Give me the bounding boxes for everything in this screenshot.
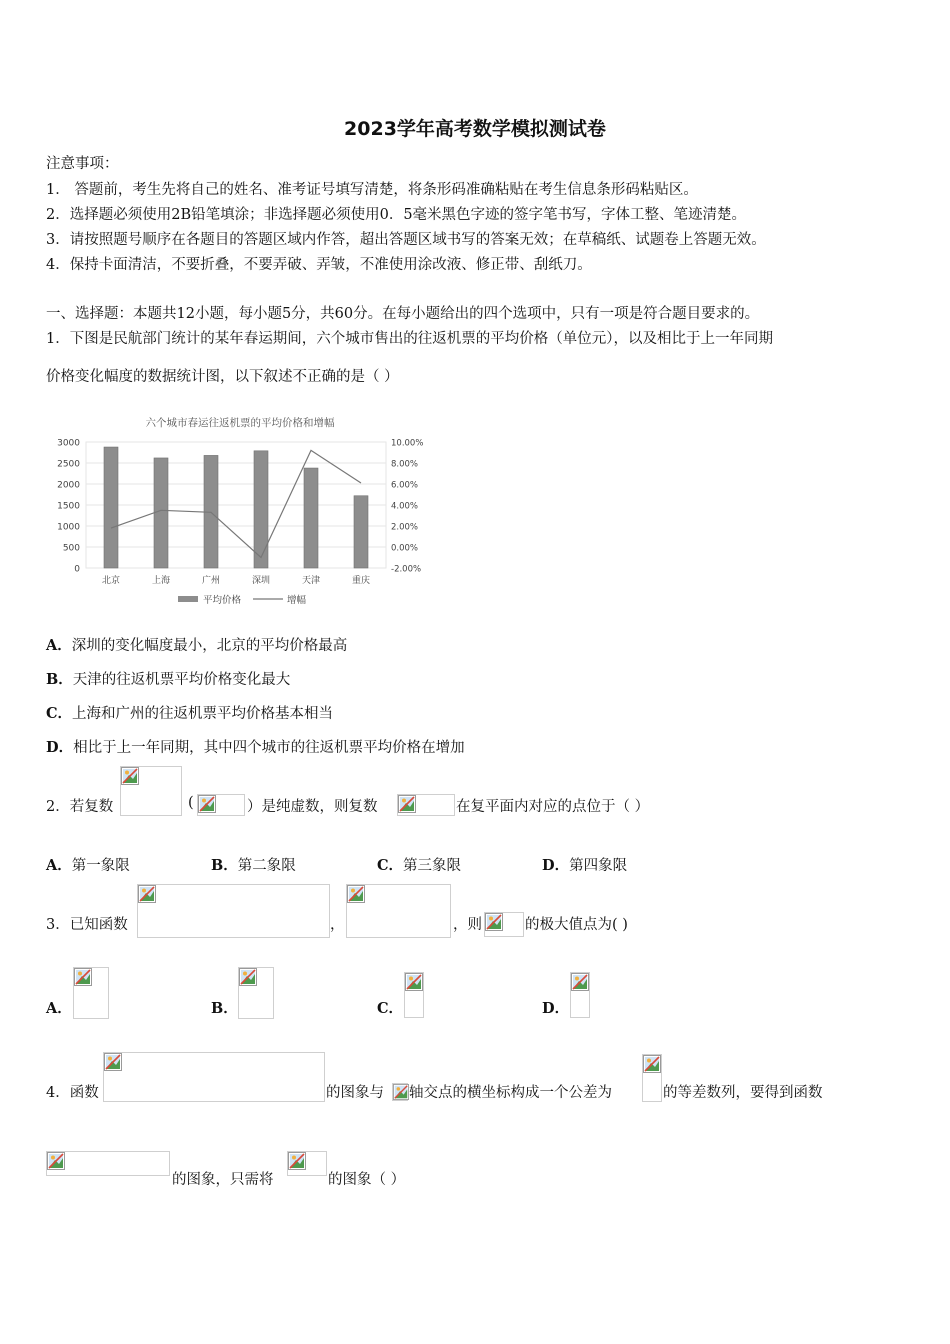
q1-option-a[interactable] [46,634,347,655]
option-label: A． [46,857,72,874]
notice-item-2: 2．选择题必须使用2B铅笔填涂；非选择题必须使用0．5毫米黑色字迹的签字笔书写，字体工整、笔迹清楚。 [46,207,747,223]
q2-option-a[interactable] [46,854,130,875]
legend-bar-label: 平均价格 [203,595,242,606]
formula-image-icon [73,967,109,1019]
q1-line2: 价格变化幅度的数据统计图，以下叙述不正确的是（ ） [46,369,399,385]
q3-option-c[interactable]: C． [377,1000,404,1017]
y2-tick-label: 6.00% [391,480,419,491]
y-tick-label: 500 [62,543,80,554]
option-label: B． [211,857,238,874]
y2-tick-label: 8.00% [391,459,419,470]
formula-image-icon [570,972,590,1018]
option-text: 第二象限 [237,858,296,874]
y2-tick-label: 10.00% [391,438,424,449]
q3-option-a[interactable]: A． [46,1000,72,1017]
q2-suffix: 在复平面内对应的点位于（ ） [456,799,650,815]
formula-image-icon [484,912,524,937]
y-tick-label: 2000 [57,480,80,491]
q2-option-d[interactable] [542,854,627,875]
option-text: 深圳的变化幅度最小，北京的平均价格最高 [71,638,348,654]
x-tick-label: 深圳 [251,576,271,586]
y-tick-label: 1000 [57,522,80,533]
q3-suffix: 的极大值点为( ) [525,917,628,933]
x-tick-label: 北京 [101,576,121,586]
formula-image-icon [137,884,330,938]
bar-4 [254,451,268,568]
q4-suffix: 的图象（ ） [328,1172,406,1188]
q3-prefix: 3．已知函数 [46,917,128,933]
notice-item-4: 4．保持卡面清洁，不要折叠，不要弄破、弄皱，不准使用涂改液、修正带、刮纸刀。 [46,257,592,273]
option-text: 相比于上一年同期，其中四个城市的往返机票平均价格在增加 [73,740,465,756]
q4-mid2: 轴交点的横坐标构成一个公差为 [409,1085,612,1101]
formula-image-icon [346,884,451,938]
y-tick-label: 0 [74,564,80,575]
q1-option-c[interactable] [46,702,333,723]
formula-image-icon [397,794,455,816]
option-label: D． [542,857,570,874]
q3-option-d[interactable]: D． [542,1000,570,1017]
q2-middle: ）是纯虚数，则复数 [247,799,378,815]
bar-6 [354,496,368,568]
formula-image-icon [392,1083,408,1101]
option-text: 天津的往返机票平均价格变化最大 [72,672,291,688]
growth-line [111,450,361,557]
option-label: C． [377,857,404,874]
formula-image-icon [404,972,424,1018]
legend-line-label: 增幅 [287,595,307,606]
formula-image-icon [197,794,245,816]
x-tick-label: 重庆 [351,576,371,586]
q1-option-b[interactable] [46,668,290,689]
q1-option-d[interactable] [46,736,465,757]
option-label: D． [46,739,74,756]
q4-mid4: 的图象，只需将 [172,1172,274,1188]
q3-option-b[interactable]: B． [211,1000,238,1017]
notice-item-3: 3．请按照题号顺序在各题目的答题区域内作答，超出答题区域书写的答案无效；在草稿纸、试题卷上答题无效。 [46,232,766,248]
y-tick-label: 3000 [57,438,80,449]
price-chart [46,405,446,610]
x-tick-label: 天津 [301,576,321,586]
q3-then: ，则 [453,917,482,933]
y2-tick-label: 4.00% [391,501,419,512]
notice-item-1: 1． 答题前，考生先将自己的姓名、准考证号填写清楚，将条形码准确粘贴在考生信息条形码粘贴区。 [46,182,698,198]
legend-bar-swatch [178,596,198,602]
y2-tick-label: 2.00% [391,522,419,533]
bar-2 [154,458,168,568]
formula-image-icon [238,967,274,1019]
y-tick-label: 1500 [57,501,80,512]
option-text: 第三象限 [403,858,462,874]
formula-image-icon [642,1054,662,1102]
q4-prefix: 4．函数 [46,1085,99,1101]
q4-mid3: 的等差数列，要得到函数 [663,1085,823,1101]
formula-image-icon [287,1151,327,1176]
option-label: B． [46,671,73,688]
option-text: 第四象限 [569,858,628,874]
notice-heading: 注意事项： [46,156,119,172]
q1-line1: 1．下图是民航部门统计的某年春运期间，六个城市售出的往返机票的平均价格（单位元），以及相比于上一年同期 [46,331,773,347]
chart-title: 六个城市春运往返机票的平均价格和增幅 [145,417,335,429]
x-tick-label: 广州 [201,576,221,586]
option-text: 上海和广州的往返机票平均价格基本相当 [72,706,334,722]
q2-option-c[interactable] [377,854,461,875]
formula-image-icon [120,766,182,816]
q2-option-b[interactable] [211,854,296,875]
section-heading: 一、选择题：本题共12小题，每小题5分，共60分。在每小题给出的四个选项中，只有一项是符合题目要求的。 [46,306,760,322]
formula-image-icon [103,1052,325,1102]
option-text: 第一象限 [71,858,130,874]
formula-image-icon [46,1151,170,1176]
option-label: C． [46,705,73,722]
bar-5 [304,468,318,568]
q3-comma: ， [330,917,345,933]
q2-paren: ( [188,795,194,811]
q2-prefix: 2．若复数 [46,799,114,815]
y2-tick-label: 0.00% [391,543,419,554]
option-label: A． [46,637,72,654]
q4-mid1: 的图象与 [326,1085,384,1101]
y2-tick-label: -2.00% [391,564,422,575]
x-tick-label: 上海 [151,576,171,586]
page-title: 2023学年高考数学模拟测试卷 [344,118,606,140]
y-tick-label: 2500 [57,459,80,470]
bar-1 [104,447,118,568]
